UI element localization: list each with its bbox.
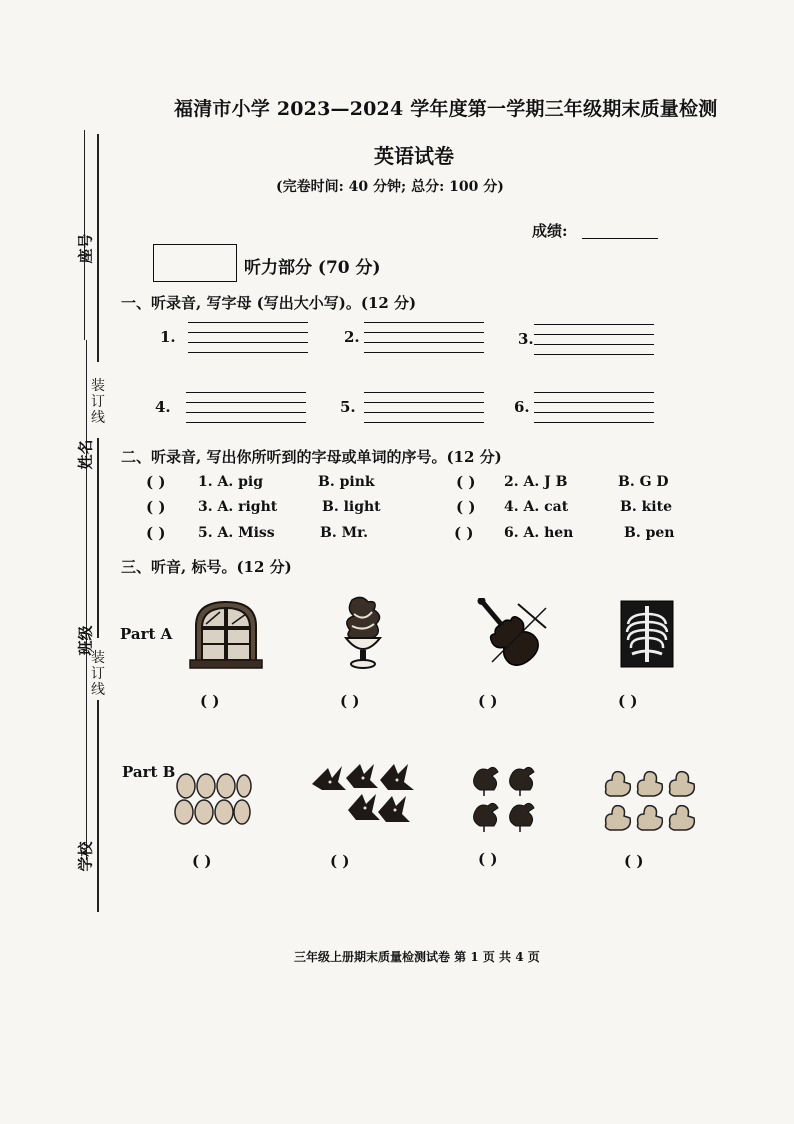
exam-subject: 英语试卷 [374,144,454,168]
option-b: B. G D [618,474,669,490]
score-blank[interactable] [582,238,658,239]
ice-cream-icon [338,594,388,670]
school-label: 学校 [76,841,95,872]
answer-paren[interactable]: ( ) [478,692,498,710]
write-item-number: 3. [518,330,534,348]
answer-paren[interactable]: ( ) [146,498,166,516]
part-b-label: Part B [122,763,176,781]
class-label: 班级 [76,625,95,656]
answer-paren[interactable]: ( ) [456,473,476,491]
option-a: 6. A. hen [504,525,574,541]
write-lines-1[interactable] [188,322,308,352]
write-item-number: 1. [160,328,176,346]
margin-line-1 [97,134,99,362]
answer-paren[interactable]: ( ) [618,692,638,710]
ducks-icon [600,764,700,834]
write-item-number: 4. [155,398,171,416]
write-item-number: 5. [340,398,356,416]
section-3-title: 三、听音, 标号。(12 分) [121,558,292,576]
binding-char-1: 装 [91,378,105,394]
option-a: 4. A. cat [504,499,569,515]
binding-char-5: 订 [91,666,105,682]
write-lines-6[interactable] [534,392,654,422]
write-item-number: 2. [344,328,360,346]
window-icon [188,598,264,670]
answer-paren[interactable]: ( ) [146,473,166,491]
chickens-icon [470,760,546,834]
name-label: 姓名 [76,439,95,470]
option-b: B. pen [624,525,675,541]
answer-paren[interactable]: ( ) [200,692,220,710]
seat-number-label: 座号 [76,233,95,264]
answer-paren[interactable]: ( ) [330,852,350,870]
option-a: 2. A. J B [504,474,568,490]
answer-paren[interactable]: ( ) [478,850,498,868]
option-b: B. light [322,499,381,515]
option-b: B. kite [620,499,672,515]
binding-char-2: 订 [91,394,105,410]
birds-icon [308,760,418,834]
exam-title: 福清市小学 2023—2024 学年度第一学期三年级期末质量检测 [174,98,718,120]
section-2-title: 二、听录音, 写出你所听到的字母或单词的序号。(12 分) [121,448,502,466]
answer-paren[interactable]: ( ) [624,852,644,870]
write-lines-5[interactable] [364,392,484,422]
exam-meta: (完卷时间: 40 分钟; 总分: 100 分) [276,179,504,195]
answer-paren[interactable]: ( ) [146,524,166,542]
binding-char-4: 装 [91,650,105,666]
answer-paren[interactable]: ( ) [192,852,212,870]
option-b: B. Mr. [320,525,369,541]
part-score-box[interactable] [153,244,237,282]
option-a: 3. A. right [198,499,278,515]
write-item-number: 6. [514,398,530,416]
margin-line-3 [97,700,99,912]
binding-char-3: 线 [91,410,105,426]
part-a-label: Part A [120,625,173,643]
page-footer: 三年级上册期末质量检测试卷 第 1 页 共 4 页 [294,950,540,964]
option-a: 1. A. pig [198,474,263,490]
write-lines-3[interactable] [534,324,654,354]
violin-icon [472,598,554,670]
binding-char-6: 线 [91,682,105,698]
listening-part-title: 听力部分 (70 分) [244,258,381,278]
answer-paren[interactable]: ( ) [454,524,474,542]
section-1-title: 一、听录音, 写字母 (写出大小写)。(12 分) [121,294,417,312]
eggs-icon [172,770,252,828]
score-label: 成绩: [532,222,568,240]
option-b: B. pink [318,474,375,490]
write-lines-2[interactable] [364,322,484,352]
margin-line-2 [97,438,99,638]
write-lines-4[interactable] [186,392,306,422]
margin-line-left-2 [86,340,87,520]
x-ray-icon [620,600,674,668]
answer-paren[interactable]: ( ) [456,498,476,516]
answer-paren[interactable]: ( ) [340,692,360,710]
option-a: 5. A. Miss [198,525,275,541]
